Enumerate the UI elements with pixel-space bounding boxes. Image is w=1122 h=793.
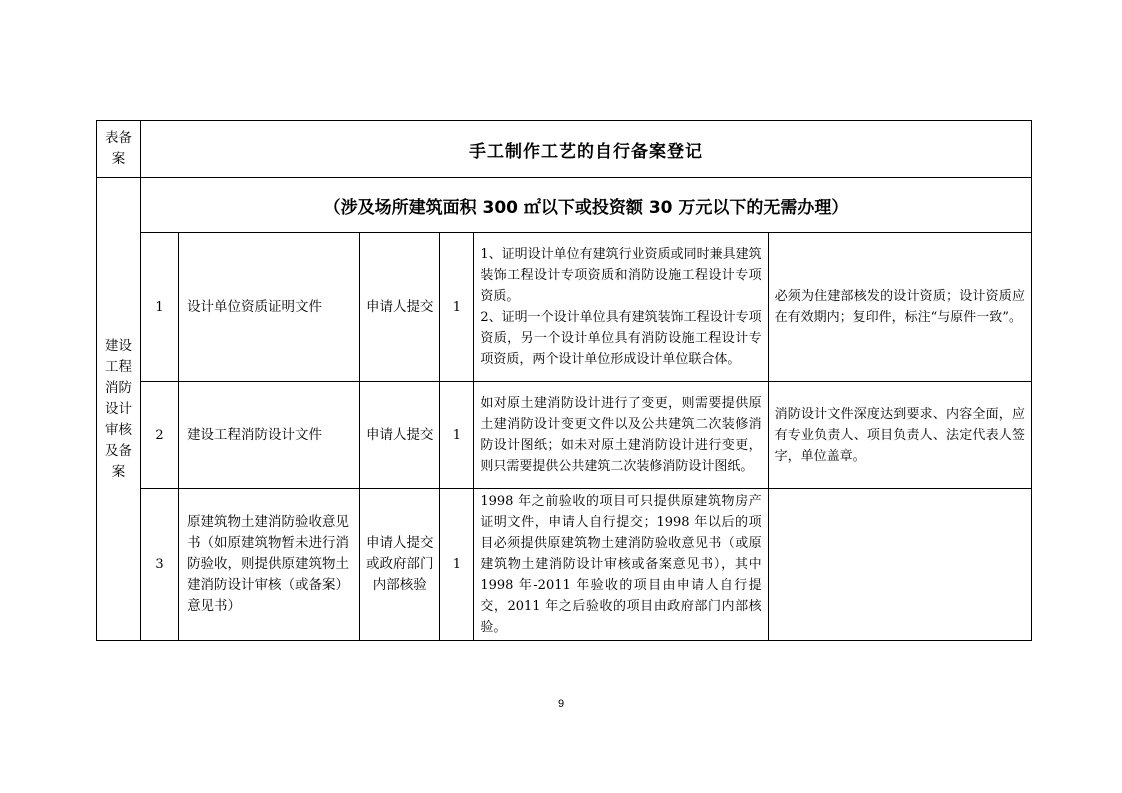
table-row xyxy=(97,233,1032,382)
section-label-line: 审核 xyxy=(105,421,133,438)
section-label-cell xyxy=(97,178,141,641)
description-item: 1998 年之前验收的项目可只提供原建筑物房产证明文件，申请人自行提交；1998 年以后的项目必须提供原建筑物土建消防验收意见书（或原建筑物土建消防设计审核或备案意见书），其中 1998 年-2011 年验收的项目由申请人自行提交，2011 年之后验收的项目由政府部门内部核验。 xyxy=(480,494,762,635)
description xyxy=(474,489,768,641)
section-label-line: 案 xyxy=(111,463,126,480)
description xyxy=(474,382,768,489)
page-number: 9 xyxy=(557,698,565,710)
header-row xyxy=(97,121,1032,178)
section-label-line: 消防 xyxy=(105,379,133,396)
submitter: 申请人提交 xyxy=(360,382,440,489)
material-name: 设计单位资质证明文件 xyxy=(179,233,360,382)
corner-label-line: 案 xyxy=(111,151,126,167)
table-title: 手工制作工艺的自行备案登记 xyxy=(141,121,1032,178)
section-label-line: 及备 xyxy=(105,442,133,459)
submitter: 申请人提交 xyxy=(360,233,440,382)
section-label-line: 设计 xyxy=(105,400,133,417)
description-item: 1、证明设计单位有建筑行业资质或同时兼具建筑装饰工程设计专项资质和消防设施工程设计专项资质。 xyxy=(480,247,762,304)
submitter: 申请人提交或政府部门内部核验 xyxy=(360,489,440,641)
requirement: 必须为住建部核发的设计资质；设计资质应在有效期内；复印件，标注“与原件一致”。 xyxy=(768,233,1031,382)
requirement: 消防设计文件深度达到要求、内容全面，应有专业负责人、项目负责人、法定代表人签字，单位盖章。 xyxy=(768,382,1031,489)
row-index: 3 xyxy=(141,489,179,641)
table-row xyxy=(97,382,1032,489)
material-name: 建设工程消防设计文件 xyxy=(179,382,360,489)
corner-label-cell xyxy=(97,121,141,178)
section-subtitle: （涉及场所建筑面积 300 ㎡以下或投资额 30 万元以下的无需办理） xyxy=(141,178,1032,233)
description xyxy=(474,233,768,382)
table-row xyxy=(97,489,1032,641)
corner-label-line: 表备 xyxy=(105,130,133,146)
copies: 1 xyxy=(440,233,474,382)
copies: 1 xyxy=(440,489,474,641)
subtitle-row xyxy=(97,178,1032,233)
material-name: 原建筑物土建消防验收意见书（如原建筑物暂未进行消防验收，则提供原建筑物土建消防设计审核（或备案）意见书） xyxy=(179,489,360,641)
filing-table xyxy=(96,120,1032,641)
requirement xyxy=(768,489,1031,641)
section-label-line: 建设 xyxy=(105,337,133,354)
description-item: 2、证明一个设计单位具有建筑装饰工程设计专项资质，另一个设计单位具有消防设施工程设计专项资质，两个设计单位形成设计单位联合体。 xyxy=(480,310,762,367)
description-item: 如对原土建消防设计进行了变更，则需要提供原土建消防设计变更文件以及公共建筑二次装修消防设计图纸；如未对原土建消防设计进行变更，则只需要提供公共建筑二次装修消防设计图纸。 xyxy=(480,396,762,474)
row-index: 2 xyxy=(141,382,179,489)
section-label-line: 工程 xyxy=(105,358,133,375)
row-index: 1 xyxy=(141,233,179,382)
copies: 1 xyxy=(440,382,474,489)
